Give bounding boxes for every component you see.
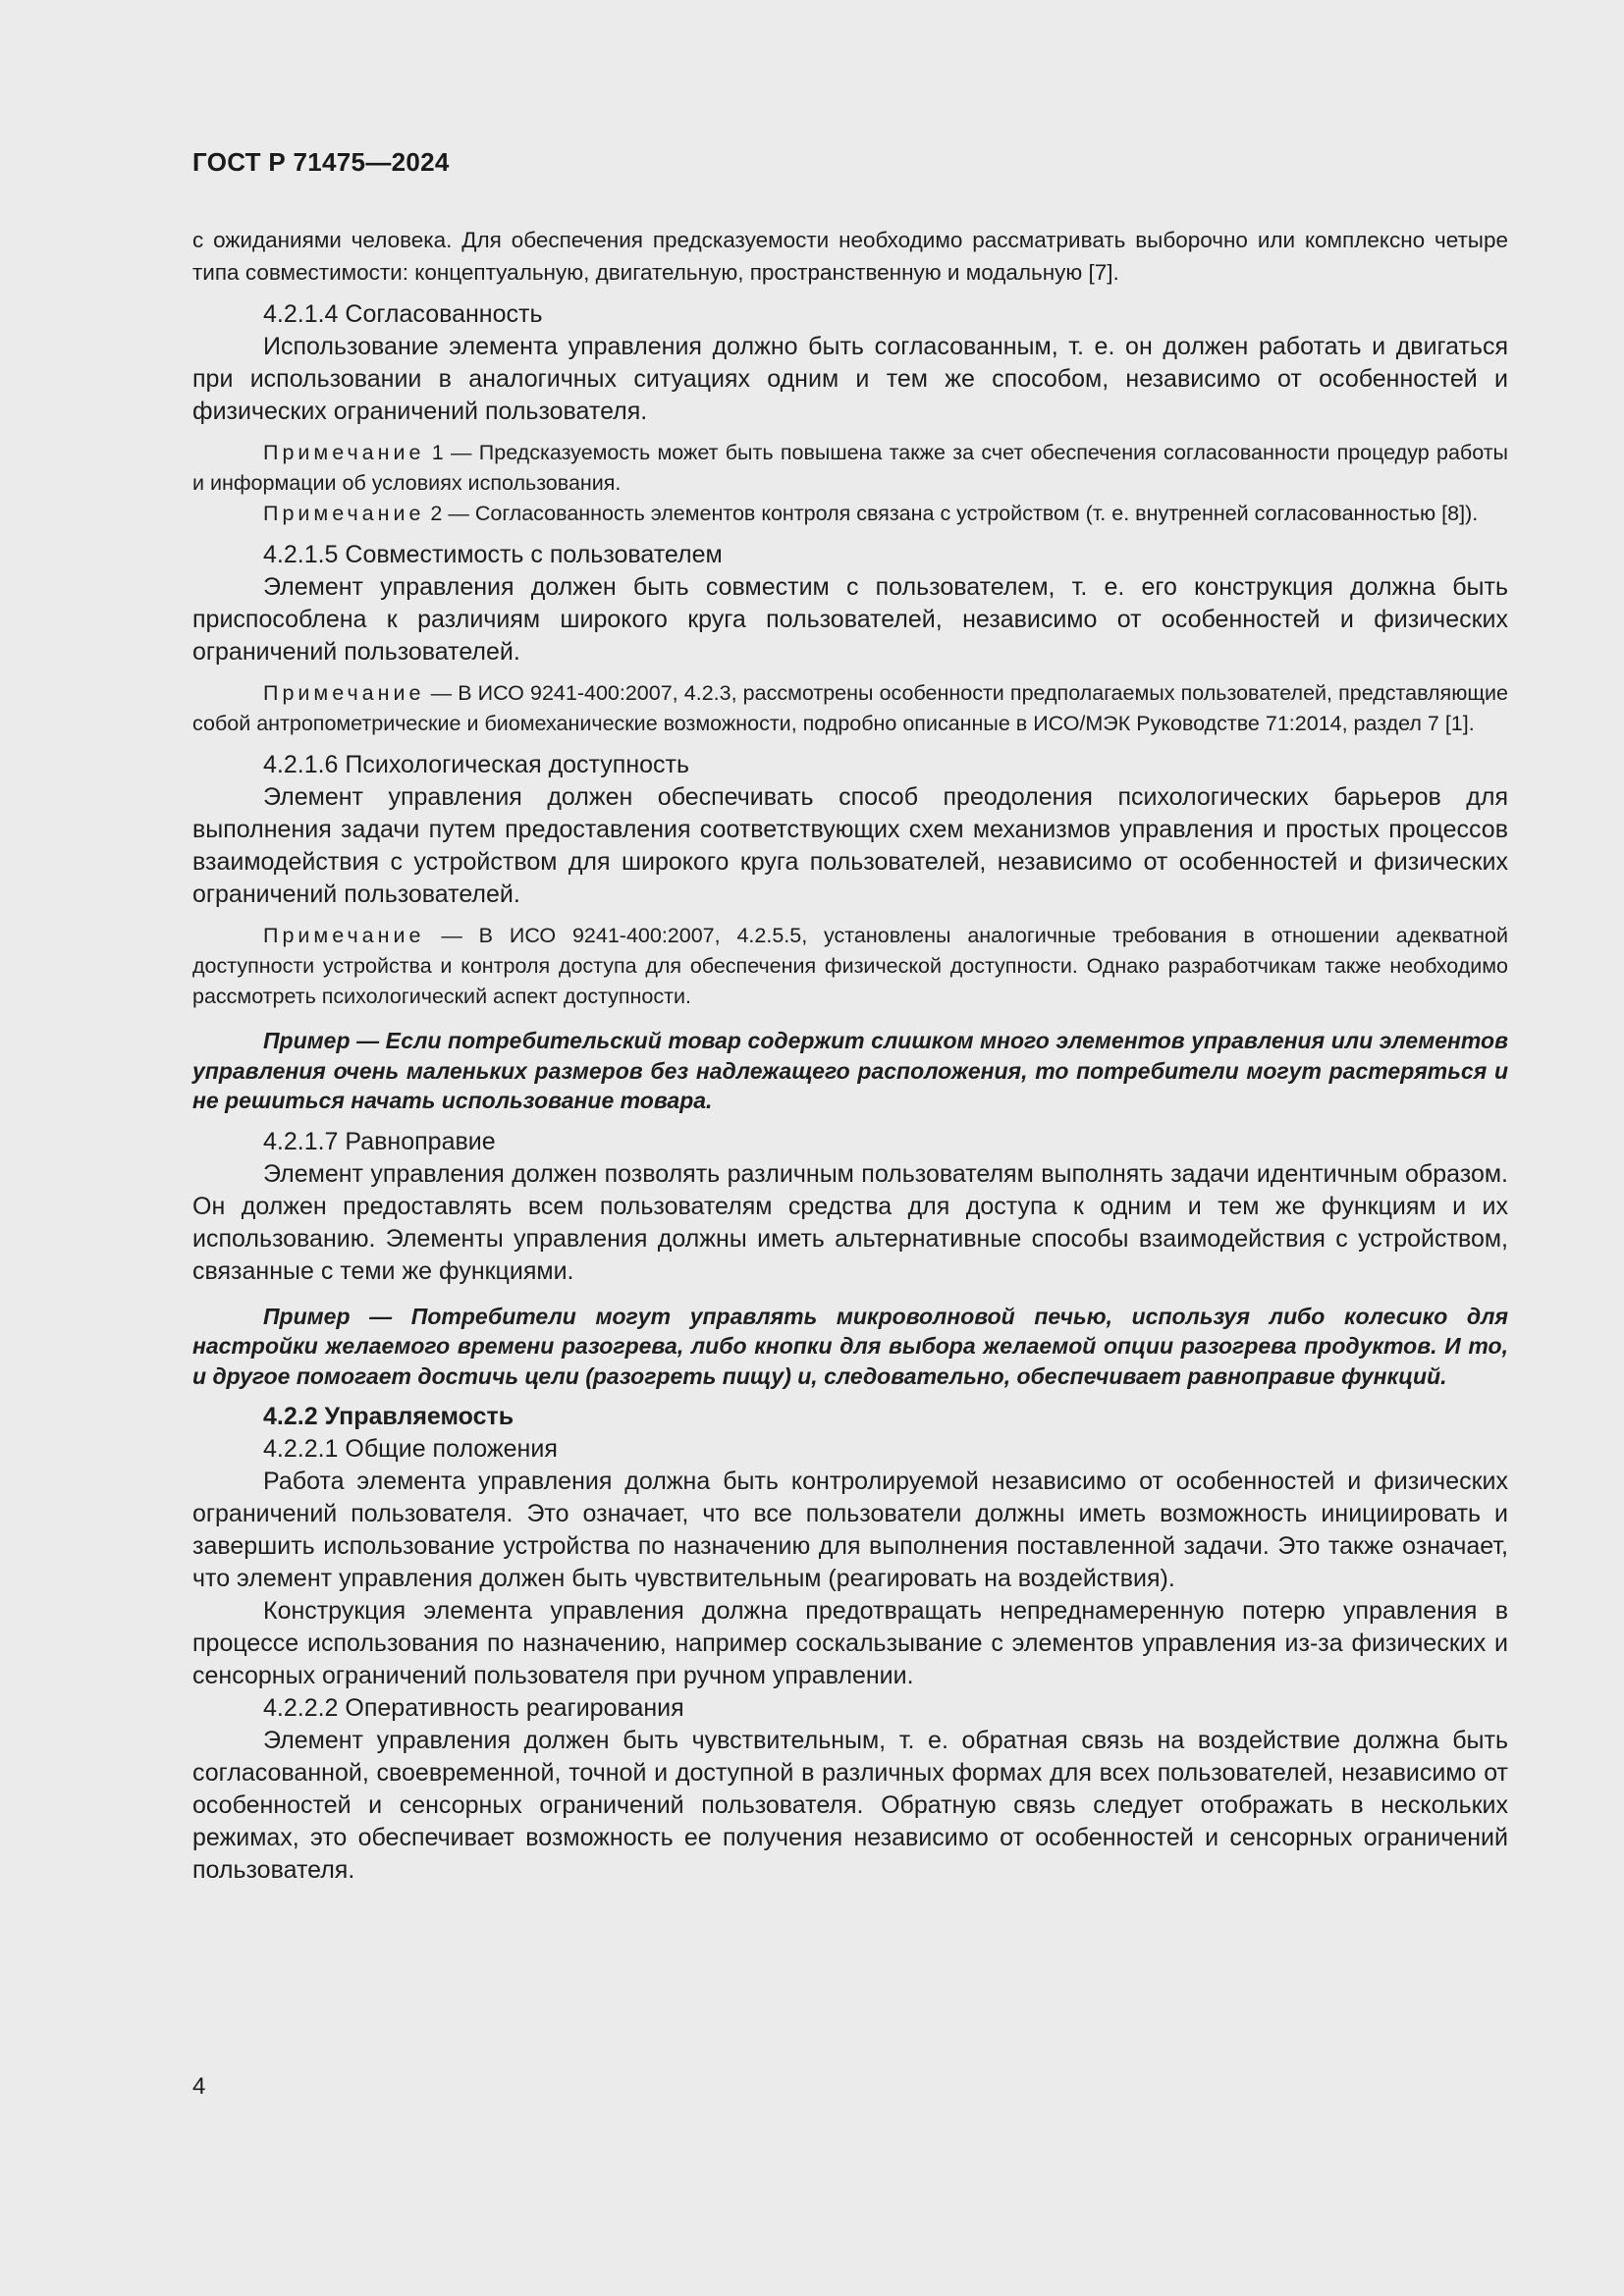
note-4-2-1-6 xyxy=(192,921,1508,1012)
section-body-4-2-2-1-p2: Конструкция элемента управления должна предотвращать непреднамеренную потерю управления в процессе использования по назначению, например соскальзывание с элементов управления из-за физических и сенсорных ограничений пользователя при ручном управлении. xyxy=(192,1597,1508,1689)
section-body-4-2-2-2-p1: Элемент управления должен быть чувствительным, т. е. обратная связь на воздействие должна быть согласованной, своевременной, точной и доступной в различных формах для всех пользователей, независимо от особенностей и сенсорных ограничений пользователя. Обратную связь следует отображать в нескольких режимах, это обеспечивает возможность ее получения независимо от особенностей и сенсорных ограничений пользователя. xyxy=(192,1727,1508,1884)
standard-header: ГОСТ Р 71475—2024 xyxy=(192,147,450,177)
note-text: — В ИСО 9241-400:2007, 4.2.5.5, установлены аналогичные требования в отношении адекватной доступности устройства и контроля доступа для обеспечения физической доступности. Однако разработчикам также необходимо рассмотреть психологический аспект доступности. xyxy=(192,924,1508,1008)
intro-paragraph: с ожиданиями человека. Для обеспечения предсказуемости необходимо рассматривать выборочно или комплексно четыре типа совместимости: концептуальную, двигательную, пространственную и модальную [7]. xyxy=(192,228,1508,285)
note-text: 1 — Предсказуемость может быть повышена также за счет обеспечения согласованности процедур работы и информации об условиях использования. xyxy=(192,441,1508,495)
page-number: 4 xyxy=(192,2073,206,2100)
section-body-4-2-1-7: Элемент управления должен позволять различным пользователям выполнять задачи идентичным образом. Он должен предоставлять всем пользователям средства для доступа к одним и тем же функциям и их использованию. Элементы управления должны иметь альтернативные способы взаимодействия с устройством, связанные с теми же функциями. xyxy=(192,1159,1508,1285)
section-heading-4-2-1-7: 4.2.1.7 Равноправие xyxy=(263,1127,496,1155)
section-body-4-2-1-4: Использование элемента управления должно быть согласованным, т. е. он должен работать и двигаться при использовании в аналогичных ситуациях одним и тем же способом, независимо от особенностей и физических ограничений пользователя. xyxy=(192,333,1508,425)
section-heading-4-2-2: 4.2.2 Управляемость xyxy=(263,1403,514,1430)
note-label: Примечание xyxy=(263,502,425,525)
note-1-4-2-1-4 xyxy=(192,438,1508,499)
note-label: Примечание xyxy=(263,924,425,947)
section-body-4-2-1-6: Элемент управления должен обеспечивать способ преодоления психологических барьеров для выполнения задачи путем предоставления соответствующих схем механизмов управления и простых процессов взаимодействия с устройством для широкого круга пользователей, независимо от особенностей и физических ограничений пользователей. xyxy=(192,783,1508,908)
section-heading-4-2-1-6: 4.2.1.6 Психологическая доступность xyxy=(263,751,690,778)
note-text: — В ИСО 9241-400:2007, 4.2.3, рассмотрены особенности предполагаемых пользователей, представляющие собой антропометрические и биомеханические возможности, подробно описанные в ИСО/МЭК Руководстве 71:2014, раздел 7 [1]. xyxy=(192,681,1508,735)
section-heading-4-2-2-1: 4.2.2.1 Общие положения xyxy=(263,1435,558,1463)
note-4-2-1-5 xyxy=(192,678,1508,739)
note-2-4-2-1-4 xyxy=(192,499,1508,529)
note-label: Примечание xyxy=(263,441,425,464)
example-4-2-1-6: Пример — Если потребительский товар содержит слишком много элементов управления или элементов управления очень маленьких размеров без надлежащего расположения, то потребители могут растеряться и не решиться начать использование товара. xyxy=(192,1028,1508,1113)
page-content xyxy=(192,224,1508,1887)
section-heading-4-2-1-5: 4.2.1.5 Совместимость с пользователем xyxy=(263,541,723,568)
note-text: 2 — Согласованность элементов контроля связана с устройством (т. е. внутренней согласованностью [8]). xyxy=(424,502,1479,525)
section-heading-4-2-1-4: 4.2.1.4 Согласованность xyxy=(263,300,543,328)
section-body-4-2-2-1-p1: Работа элемента управления должна быть контролируемой независимо от особенностей и физических ограничений пользователя. Это означает, что все пользователи должны иметь возможность инициировать и завершить использование устройства по назначению для выполнения поставленной задачи. Это также означает, что элемент управления должен быть чувствительным (реагировать на воздействия). xyxy=(192,1468,1508,1592)
section-body-4-2-1-5: Элемент управления должен быть совместим с пользователем, т. е. его конструкция должна быть приспособлена к различиям широкого круга пользователей, независимо от особенностей и физических ограничений пользователей. xyxy=(192,573,1508,666)
section-heading-4-2-2-2: 4.2.2.2 Оперативность реагирования xyxy=(263,1694,684,1722)
example-4-2-1-7: Пример — Потребители могут управлять микроволновой печью, используя либо колесико для настройки желаемого времени разогрева, либо кнопки для выбора желаемой опции разогрева продуктов. И то, и другое помогает достичь цели (разогреть пищу) и, следовательно, обеспечивает равноправие функций. xyxy=(192,1303,1508,1389)
note-label: Примечание xyxy=(263,681,425,705)
